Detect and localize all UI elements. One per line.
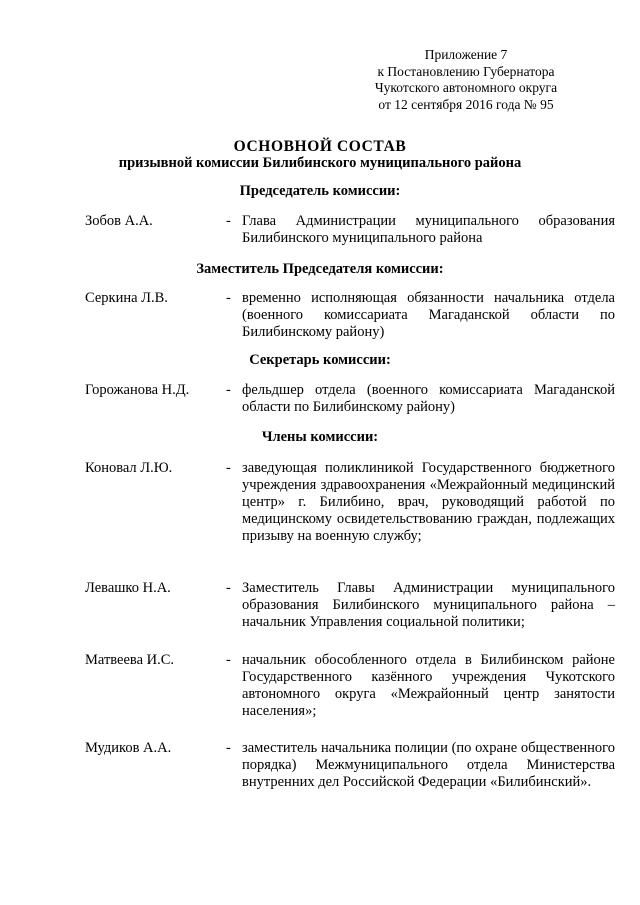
member-name: Зобов А.А. — [85, 213, 153, 229]
member-name: Серкина Л.В. — [85, 290, 168, 306]
member-position: Глава Администрации муниципального образования Билибинского муниципального района — [242, 213, 615, 246]
document-subtitle: призывной комиссии Билибинского муниципального района — [118, 155, 522, 171]
appendix-line: Чукотского автономного округа — [374, 80, 558, 95]
section-heading-secretary: Секретарь комиссии: — [249, 352, 391, 368]
section-heading-chairman: Председатель комиссии: — [239, 183, 401, 199]
dash-separator: - — [226, 213, 231, 229]
appendix-header — [360, 47, 572, 113]
member-position: Заместитель Главы Администрации муниципального образования Билибинского муниципального района – начальник Управления социальной политики; — [242, 580, 615, 630]
member-name: Матвеева И.С. — [85, 652, 175, 668]
dash-separator: - — [226, 460, 231, 476]
member-name: Коновал Л.Ю. — [85, 460, 173, 476]
member-position: заместитель начальника полиции (по охране общественного порядка) Межмуниципального отдела Министерства внутренних дел Российской Федерации «Билибинский». — [242, 740, 615, 790]
member-name: Горожанова Н.Д. — [85, 382, 190, 398]
dash-separator: - — [226, 652, 231, 668]
dash-separator: - — [226, 580, 231, 596]
section-heading-members: Члены комиссии: — [261, 429, 379, 445]
member-name: Мудиков А.А. — [85, 740, 172, 756]
dash-separator: - — [226, 740, 231, 756]
member-position: фельдшер отдела (военного комиссариата Магаданской области по Билибинскому району) — [242, 382, 615, 415]
section-heading-deputy: Заместитель Председателя комиссии: — [196, 261, 444, 277]
member-position: начальник обособленного отдела в Билибинском районе Государственного казённого учреждения Чукотского автономного округа «Межрайонный центр занятости населения»; — [242, 652, 615, 719]
member-position: заведующая поликлиникой Государственного бюджетного учреждения здравоохранения «Межрайонный медицинский центр» г. Билибино, врач, руководящий работой по медицинскому освидетельствованию граждан, подлежащих призыву на военную службу; — [242, 460, 615, 544]
appendix-line: Приложение 7 — [424, 47, 508, 62]
member-position: временно исполняющая обязанности начальника отдела (военного комиссариата Магаданской области по Билибинскому району) — [242, 290, 615, 340]
document-title: ОСНОВНОЙ СОСТАВ — [233, 138, 407, 155]
dash-separator: - — [226, 290, 231, 306]
member-name: Левашко Н.А. — [85, 580, 171, 596]
appendix-line: к Постановлению Губернатора — [377, 63, 555, 79]
dash-separator: - — [226, 382, 231, 398]
appendix-line: от 12 сентября 2016 года № 95 — [378, 96, 554, 112]
